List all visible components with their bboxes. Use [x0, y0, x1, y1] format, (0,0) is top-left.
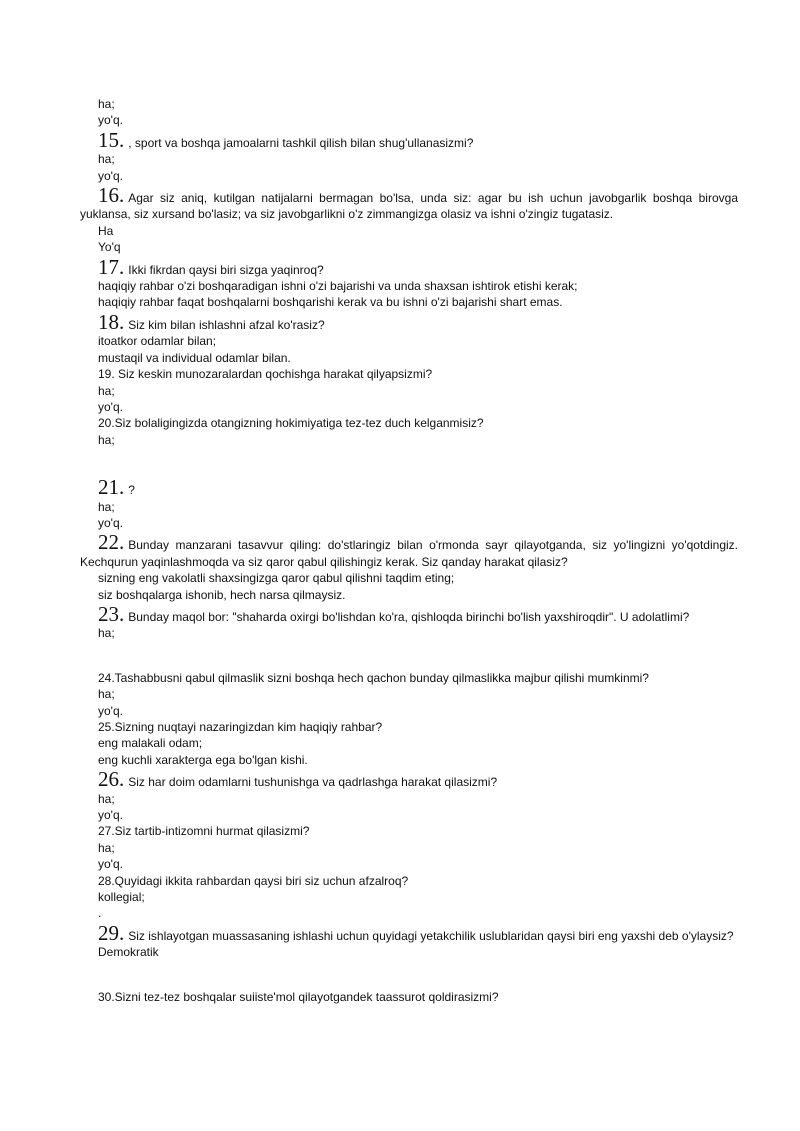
question-26 [80, 769, 738, 790]
question-19: 19. Siz keskin munozaralardan qochishga harakat qilyapsizmi? [98, 367, 433, 382]
question-16 [80, 185, 738, 223]
answer-option: Demokratik [98, 945, 159, 960]
question-29 [80, 920, 738, 945]
question-15 [80, 127, 738, 152]
answer-option: yo'q. [98, 515, 123, 530]
answer-option: yo'q. [98, 857, 123, 872]
answer-option: ha; [98, 432, 115, 447]
question-number: 29. [98, 920, 125, 945]
answer-option: ha; [98, 687, 115, 702]
spacer [80, 642, 738, 670]
answer-option: yo'q. [98, 808, 123, 823]
question-27: 27.Siz tartib-intizomni hurmat qilasizmi? [98, 824, 310, 839]
question-number: 15. [98, 127, 125, 152]
answer-option: itoatkor odamlar bilan; [98, 334, 217, 349]
question-30: 30.Sizni tez-tez boshqalar suiiste'mol qilayotgandek taassurot qoldirasizmi? [98, 989, 499, 1004]
answer-option: sizning eng vakolatli shaxsingizga qaror qabul qilishni taqdim eting; [98, 571, 455, 586]
answer-option: eng malakali odam; [98, 736, 203, 751]
answer-option: haqiqiy rahbar o'zi boshqaradigan ishni o'zi bajarishi va unda shaxsan ishtirok etishi kerak; [98, 279, 578, 294]
answer-option: yo'q. [98, 168, 123, 183]
answer-option: ha; [98, 383, 115, 398]
question-text: ? [128, 483, 135, 498]
question-number: 21. [98, 475, 125, 500]
answer-option: yo'q. [98, 703, 123, 718]
question-text: Bunday manzarani tasavvur qiling: do'stlaringiz bilan o'rmonda sayr qilayotganda, siz yo'lingizni yo'qotdingiz. Kechqurun yaqinlashmoqda va siz qaror qabul qilishingiz kerak. Siz qanday harakat qilasiz? [80, 538, 738, 569]
answer-option: haqiqiy rahbar faqat boshqalarni boshqarishi kerak va bu ishni o'zi bajarishi shart emas. [98, 295, 563, 310]
question-28: 28.Quyidagi ikkita rahbardan qaysi biri siz uchun afzalroq? [98, 873, 409, 888]
answer-option: siz boshqalarga ishonib, hech narsa qilmaysiz. [98, 587, 346, 602]
question-text: Siz har doim odamlarni tushunishga va qadrlashga harakat qilasizmi? [128, 775, 498, 790]
answer-option: ha; [98, 791, 115, 806]
answer-option: Ha [98, 223, 114, 238]
question-22 [80, 532, 738, 570]
answer-option: . [98, 906, 102, 921]
question-25: 25.Sizning nuqtayi nazaringizdan kim haqiqiy rahbar? [98, 720, 383, 734]
question-20: 20.Siz bolaligingizda otangizning hokimiyatiga tez-tez duch kelganmisiz? [98, 416, 484, 431]
spacer [80, 961, 738, 989]
question-number: 16. [98, 183, 125, 208]
document-page [80, 96, 738, 1005]
question-number: 26. [98, 767, 125, 792]
question-text: Ikki fikrdan qaysi biri sizga yaqinroq? [128, 262, 324, 277]
answer-option: Yo'q [98, 240, 121, 255]
spacer [80, 448, 738, 476]
question-number: 18. [98, 309, 125, 334]
question-text: Agar siz aniq, kutilgan natijalarni bermagan bo'lsa, unda siz: agar bu ish uchun javobgarlik boshqa birovga yuklansa, siz xursand bo'lasiz; va siz javobgarlikni o'z zimmangizga olasiz va ishni o'zingiz tugatasiz. [80, 191, 738, 222]
question-number: 23. [98, 601, 125, 626]
question-23 [80, 601, 738, 626]
answer-option: kollegial; [98, 890, 145, 905]
question-17 [80, 254, 738, 279]
question-text: Bunday maqol bor: "shaharda oxirgi bo'lishdan ko'ra, qishloqda birinchi bo'lish yaxshiroqdir". U adolatlimi? [128, 609, 690, 624]
question-text: Siz kim bilan ishlashni afzal ko'rasiz? [128, 317, 325, 332]
question-number: 17. [98, 254, 125, 279]
answer-option: ha; [98, 499, 115, 514]
answer-option: mustaqil va individual odamlar bilan. [98, 350, 291, 365]
answer-option: yo'q. [98, 399, 123, 414]
answer-option: yo'q. [98, 113, 123, 128]
question-18 [80, 309, 738, 334]
answer-option: ha; [98, 626, 115, 641]
question-number: 22. [98, 530, 125, 555]
question-24: 24.Tashabbusni qabul qilmaslik sizni boshqa hech qachon bunday qilmaslikka majbur qilishi mumkinmi? [98, 670, 649, 685]
answer-option: ha; [98, 152, 115, 167]
answer-option: ha; [98, 97, 115, 111]
answer-option: ha; [98, 840, 115, 855]
question-21 [80, 477, 738, 498]
answer-option: eng kuchli xarakterga ega bo'lgan kishi. [98, 752, 308, 767]
question-text: , sport va boshqa jamoalarni tashkil qilish bilan shug'ullanasizmi? [128, 135, 474, 150]
question-text: Siz ishlayotgan muassasaning ishlashi uchun quyidagi yetakchilik uslublaridan qaysi biri eng yaxshi deb o'ylaysiz? [128, 928, 734, 943]
